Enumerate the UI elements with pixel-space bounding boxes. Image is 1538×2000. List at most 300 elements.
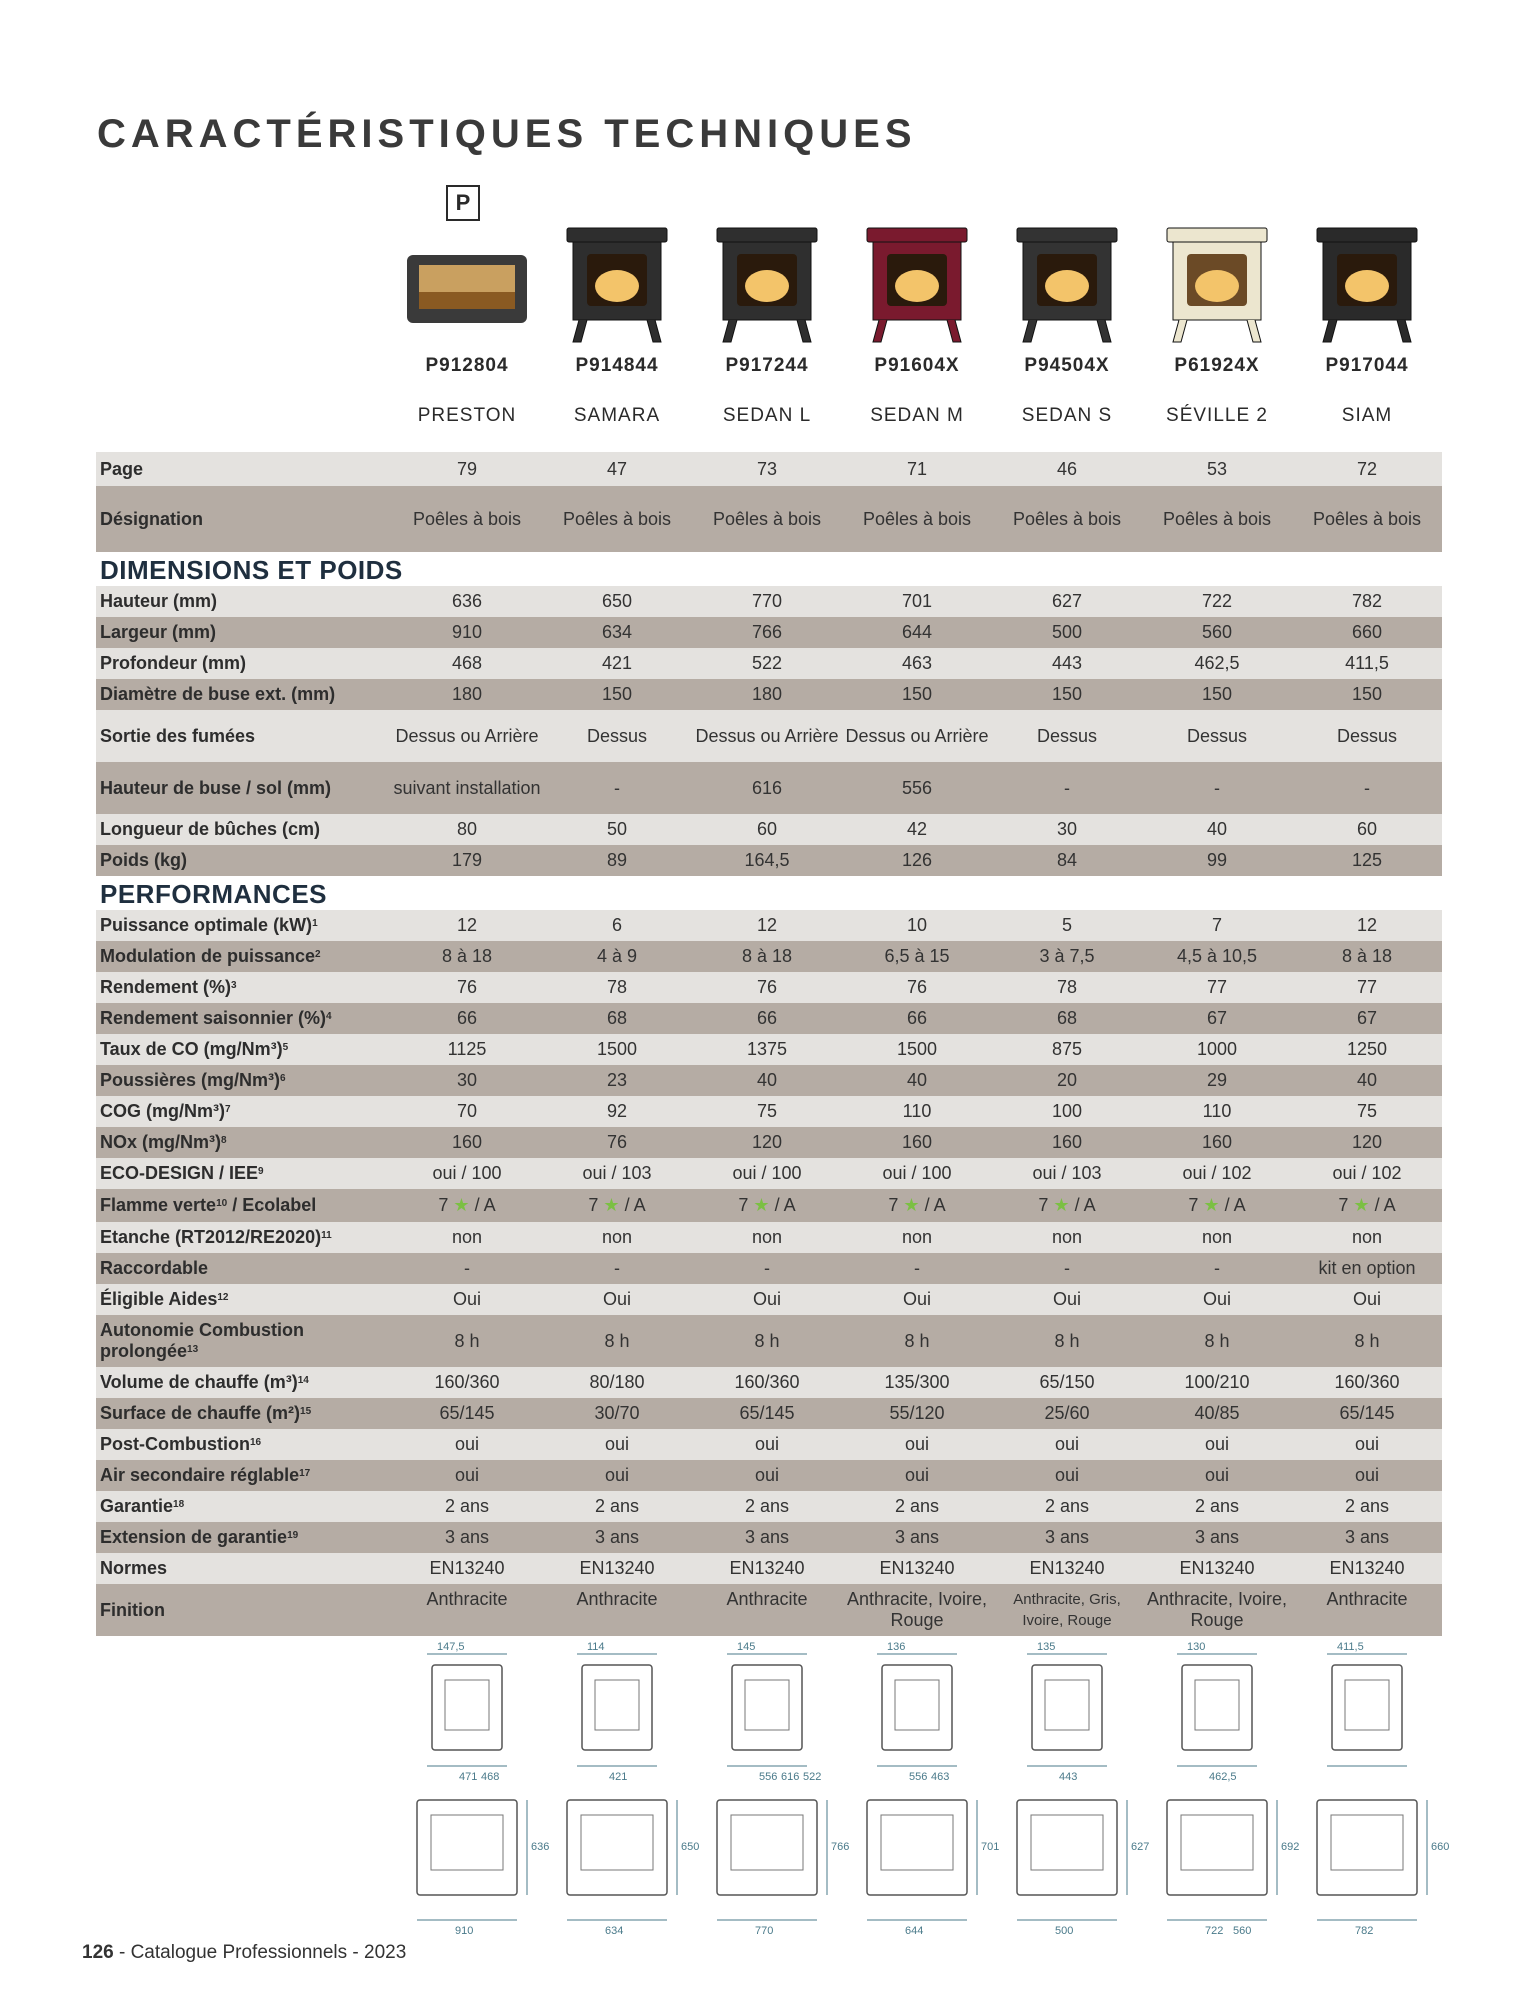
row-label-text: Volume de chauffe (m³) <box>100 1372 298 1392</box>
table-cell: - <box>614 777 620 798</box>
dimension-label: 136 <box>887 1641 906 1653</box>
stove-image <box>867 228 967 342</box>
front-view-drawing <box>567 1800 677 1920</box>
table-row <box>96 910 1442 941</box>
table-cell: 79 <box>456 458 478 479</box>
side-view-drawing <box>577 1654 657 1766</box>
table-cell: 75 <box>1356 1101 1378 1121</box>
table-cell: 30/70 <box>594 1403 640 1423</box>
table-cell: 411,5 <box>1345 653 1389 673</box>
footnote-ref: 8 <box>221 1135 227 1146</box>
dimension-label: 114 <box>587 1641 605 1653</box>
dimension-label: 650 <box>681 1841 700 1853</box>
table-cell: 8 h <box>904 1330 930 1351</box>
stove-image <box>717 228 817 342</box>
table-cell: Poêles à bois <box>862 508 972 529</box>
table-cell: 67 <box>1206 1008 1228 1028</box>
table-cell: 4,5 à 10,5 <box>1176 946 1258 966</box>
table-cell: 4 à 9 <box>596 946 638 966</box>
table-cell: 77 <box>1356 977 1378 997</box>
table-cell: 180 <box>451 684 483 704</box>
row-label <box>96 684 392 705</box>
footnote-ref: 16 <box>250 1437 262 1448</box>
table-row <box>96 617 1442 648</box>
table-cell: 110 <box>902 1101 932 1121</box>
footnote-ref: 10 <box>216 1198 228 1209</box>
table-cell: 68 <box>606 1008 628 1028</box>
table-cell: oui <box>1354 1465 1380 1485</box>
table-cell: 660 <box>1351 622 1383 642</box>
table-cell: Anthracite, Ivoire, Rouge <box>1146 1589 1288 1630</box>
table-cell: 8 à 18 <box>1341 946 1393 966</box>
row-label <box>96 1600 392 1621</box>
table-cell: 160 <box>1201 1132 1233 1152</box>
product-code: P91604X <box>874 355 960 376</box>
table-cell: oui <box>754 1465 780 1485</box>
table-cell: oui / 100 <box>432 1163 502 1183</box>
dimension-label: 443 <box>1059 1771 1078 1783</box>
table-row <box>96 941 1442 972</box>
row-label <box>96 1465 392 1486</box>
table-cell: Oui <box>602 1289 631 1309</box>
row-label-text: ECO-DESIGN / IEE <box>100 1163 259 1183</box>
table-cell: 8 h <box>754 1330 780 1351</box>
table-cell: 10 <box>906 915 928 935</box>
table-cell: non <box>1201 1227 1233 1247</box>
table-cell: 3 à 7,5 <box>1039 946 1095 966</box>
row-label <box>96 509 392 530</box>
stove-photos <box>392 220 1442 350</box>
table-cell: 40 <box>906 1070 928 1090</box>
table-row <box>96 1003 1442 1034</box>
table-cell: EN13240 <box>879 1558 955 1578</box>
table-cell: Oui <box>1352 1289 1381 1309</box>
table-cell: 46 <box>1056 458 1078 479</box>
table-cell: 2 ans <box>444 1496 490 1516</box>
table-cell: 644 <box>901 622 933 642</box>
product-code: P914844 <box>575 355 659 376</box>
table-row <box>96 1253 1442 1284</box>
table-row <box>96 1034 1442 1065</box>
table-cell: - <box>764 1258 770 1278</box>
table-cell: Dessus ou Arrière <box>395 725 539 746</box>
table-cell: Dessus <box>1036 725 1098 746</box>
footnote-ref: 11 <box>321 1230 332 1241</box>
row-label <box>96 1496 392 1517</box>
row-label <box>96 1163 392 1184</box>
table-cell: 77 <box>1206 977 1228 997</box>
table-cell: 636 <box>451 591 483 611</box>
product-name: SÉVILLE 2 <box>1166 405 1268 426</box>
row-label-text: Poussières (mg/Nm³) <box>100 1070 281 1090</box>
table-row <box>96 1284 1442 1315</box>
row-label-text: Désignation <box>100 508 204 529</box>
footnote-ref: 2 <box>315 949 321 960</box>
footnote-ref: 12 <box>217 1292 229 1303</box>
stove-image <box>1167 228 1267 342</box>
table-cell: oui <box>454 1434 480 1454</box>
table-cell: 150 <box>601 684 633 704</box>
table-cell: 53 <box>1206 458 1228 479</box>
row-label-text: Poids (kg) <box>100 850 188 870</box>
row-label <box>96 1258 392 1279</box>
table-cell: oui <box>604 1434 630 1454</box>
footnote-ref: 6 <box>280 1073 286 1084</box>
dimension-label: 421 <box>609 1771 628 1783</box>
table-cell: 76 <box>456 977 478 997</box>
row-label-text: Raccordable <box>100 1258 209 1278</box>
table-cell: oui / 103 <box>582 1163 652 1183</box>
table-cell: 1250 <box>1346 1039 1388 1059</box>
dimension-label: 522 <box>803 1771 822 1783</box>
table-cell: 42 <box>906 819 928 839</box>
dimension-label: 462,5 <box>1209 1771 1237 1783</box>
table-row <box>96 486 1442 552</box>
row-label <box>96 1070 392 1091</box>
dimension-label: 130 <box>1187 1641 1206 1653</box>
table-cell: 47 <box>606 458 628 479</box>
row-label <box>96 622 392 643</box>
table-cell: 3 ans <box>444 1527 490 1547</box>
table-cell: 160 <box>901 1132 933 1152</box>
row-label <box>96 1039 392 1060</box>
table-cell: Anthracite, Gris, Ivoire, Rouge <box>1013 1591 1121 1629</box>
table-cell: 8 à 18 <box>441 946 493 966</box>
table-cell: 462,5 <box>1194 653 1240 673</box>
table-cell: non <box>451 1227 483 1247</box>
table-cell: oui <box>1354 1434 1380 1454</box>
table-cell: Dessus ou Arrière <box>845 725 989 746</box>
table-row <box>96 1222 1442 1253</box>
table-cell: EN13240 <box>729 1558 805 1578</box>
table-cell: Anthracite, Ivoire, Rouge <box>846 1589 988 1630</box>
table-cell: Dessus <box>586 725 648 746</box>
front-view-drawing <box>867 1800 977 1920</box>
table-cell: 76 <box>606 1132 628 1152</box>
table-cell: 7 <box>1211 915 1222 935</box>
table-cell: 463 <box>901 653 933 673</box>
table-cell: 3 ans <box>744 1527 790 1547</box>
table-cell: Oui <box>1202 1289 1231 1309</box>
table-cell: 8 h <box>1354 1330 1380 1351</box>
table-cell: kit en option <box>1318 1258 1416 1278</box>
row-label-text: Surface de chauffe (m²) <box>100 1403 301 1423</box>
table-cell: 6,5 à 15 <box>884 946 950 966</box>
table-cell: 110 <box>1202 1101 1232 1121</box>
dimension-label: 556 <box>909 1771 928 1783</box>
table-cell: 30 <box>1056 819 1078 839</box>
table-cell: 20 <box>1056 1070 1078 1090</box>
table-cell: 8 à 18 <box>741 946 793 966</box>
table-cell: 135/300 <box>884 1372 950 1392</box>
table-cell: 160/360 <box>1334 1372 1400 1392</box>
table-cell: 150 <box>1051 684 1083 704</box>
product-code: P912804 <box>425 355 509 376</box>
side-view-drawing <box>1027 1654 1107 1766</box>
table-cell: 468 <box>451 653 483 673</box>
dimension-label: 722 <box>1205 1925 1224 1937</box>
table-cell: non <box>751 1227 783 1247</box>
table-cell: 1500 <box>596 1039 638 1059</box>
table-cell: 150 <box>1351 684 1383 704</box>
row-label <box>96 1289 392 1310</box>
table-cell: 560 <box>1201 622 1233 642</box>
dimension-label: 627 <box>1131 1841 1150 1853</box>
table-cell: Anthracite <box>576 1589 658 1609</box>
table-cell: oui <box>754 1434 780 1454</box>
table-cell: 160 <box>1051 1132 1083 1152</box>
table-cell: 8 h <box>1204 1330 1230 1351</box>
dimension-label: 411,5 <box>1337 1641 1364 1653</box>
table-cell: 3 ans <box>894 1527 940 1547</box>
dimension-label: 766 <box>831 1841 850 1853</box>
footnote-ref: 4 <box>326 1011 332 1022</box>
table-row <box>96 1460 1442 1491</box>
table-cell: 84 <box>1056 850 1078 870</box>
table-cell: non <box>901 1227 933 1247</box>
table-cell: 25/60 <box>1044 1403 1090 1423</box>
row-label <box>96 915 392 936</box>
table-cell: oui <box>1054 1465 1080 1485</box>
table-cell: 2 ans <box>594 1496 640 1516</box>
front-view-drawing <box>1167 1800 1277 1920</box>
table-cell: Poêles à bois <box>1012 508 1122 529</box>
table-cell: 76 <box>906 977 928 997</box>
row-label <box>96 977 392 998</box>
table-cell: 160 <box>451 1132 483 1152</box>
table-row <box>96 1398 1442 1429</box>
row-label-text: Diamètre de buse ext. (mm) <box>100 684 336 704</box>
table-row <box>96 1065 1442 1096</box>
front-view-drawing <box>1017 1800 1127 1920</box>
row-label-text: Garantie <box>100 1496 174 1516</box>
table-cell: 66 <box>456 1008 478 1028</box>
table-cell: 126 <box>901 850 933 870</box>
table-cell: 65/145 <box>439 1403 495 1423</box>
table-cell: 29 <box>1206 1070 1228 1090</box>
dimension-label: 616 <box>781 1771 800 1783</box>
table-row <box>96 1127 1442 1158</box>
table-cell: suivant installation <box>393 777 541 798</box>
table-cell: EN13240 <box>1029 1558 1105 1578</box>
table-cell: 7 ★ / A <box>588 1195 646 1215</box>
table-cell: 627 <box>1051 591 1083 611</box>
table-cell: 23 <box>606 1070 628 1090</box>
table-row <box>96 679 1442 710</box>
table-cell: 60 <box>756 819 778 839</box>
table-cell: 60 <box>1356 819 1378 839</box>
row-label-text: Éligible Aides <box>100 1289 218 1309</box>
table-cell: oui / 102 <box>1182 1163 1252 1183</box>
table-cell: 65/145 <box>1339 1403 1395 1423</box>
table-cell: oui <box>604 1465 630 1485</box>
table-cell: 1375 <box>746 1039 788 1059</box>
table-cell: 68 <box>1056 1008 1078 1028</box>
table-cell: 71 <box>906 458 928 479</box>
stove-image <box>1317 228 1417 342</box>
table-cell: Anthracite <box>726 1589 808 1609</box>
row-label-tail: / Ecolabel <box>227 1195 317 1215</box>
dimension-label: 634 <box>605 1925 624 1937</box>
table-cell: Oui <box>752 1289 781 1309</box>
table-cell: 30 <box>456 1070 478 1090</box>
row-label <box>96 1008 392 1029</box>
table-cell: 80/180 <box>589 1372 645 1392</box>
table-cell: 78 <box>1056 977 1078 997</box>
table-cell: non <box>1351 1227 1383 1247</box>
table-cell: 2 ans <box>1194 1496 1240 1516</box>
table-cell: 100 <box>1051 1101 1083 1121</box>
row-label <box>96 1434 392 1455</box>
table-row <box>96 1584 1442 1636</box>
product-code: P61924X <box>1174 355 1260 376</box>
table-cell: - <box>464 1258 470 1278</box>
table-cell: EN13240 <box>579 1558 655 1578</box>
table-cell: EN13240 <box>429 1558 505 1578</box>
footnote-ref: 13 <box>187 1344 199 1355</box>
row-label-text: COG (mg/Nm³) <box>100 1101 225 1121</box>
table-row <box>96 710 1442 762</box>
table-cell: oui <box>454 1465 480 1485</box>
table-cell: 421 <box>601 653 633 673</box>
table-cell: 73 <box>756 458 778 479</box>
table-cell: 7 ★ / A <box>1338 1195 1396 1215</box>
table-cell: 180 <box>751 684 783 704</box>
table-cell: 770 <box>751 591 783 611</box>
table-cell: Poêles à bois <box>412 508 522 529</box>
product-names <box>392 405 1442 435</box>
row-label <box>96 850 392 871</box>
table-cell: 40 <box>756 1070 778 1090</box>
table-row <box>96 1429 1442 1460</box>
dimension-label: 910 <box>455 1925 474 1937</box>
table-cell: 875 <box>1051 1039 1083 1059</box>
footer <box>82 1942 406 1964</box>
table-row <box>96 1315 1442 1367</box>
product-name: SEDAN L <box>722 405 812 426</box>
table-cell: Oui <box>1052 1289 1081 1309</box>
product-name: PRESTON <box>417 405 517 426</box>
table-cell: 7 ★ / A <box>888 1195 946 1215</box>
row-label-text: Hauteur (mm) <box>100 591 218 611</box>
table-cell: 3 ans <box>1344 1527 1390 1547</box>
table-row <box>96 1189 1442 1222</box>
row-label-text: Page <box>100 458 144 479</box>
row-label <box>96 591 392 612</box>
table-cell: 80 <box>456 819 478 839</box>
table-cell: oui <box>904 1434 930 1454</box>
dimension-label: 135 <box>1037 1641 1056 1653</box>
table-cell: 40 <box>1356 1070 1378 1090</box>
row-label-text: Modulation de puissance <box>100 946 316 966</box>
row-label-text: Normes <box>100 1558 168 1578</box>
table-cell: 7 ★ / A <box>738 1195 796 1215</box>
row-label <box>96 1195 392 1216</box>
row-label <box>96 1558 392 1579</box>
table-cell: - <box>914 1258 920 1278</box>
table-cell: oui / 103 <box>1032 1163 1102 1183</box>
page-number: 126 <box>82 1942 114 1963</box>
table-cell: 164,5 <box>744 850 790 870</box>
table-cell: - <box>1064 777 1070 798</box>
table-cell: oui / 100 <box>882 1163 952 1183</box>
table-cell: 8 h <box>1054 1330 1080 1351</box>
table-cell: 1000 <box>1196 1039 1238 1059</box>
footnote-ref: 5 <box>282 1042 289 1053</box>
table-cell: Oui <box>452 1289 481 1309</box>
row-label-text: Puissance optimale (kW) <box>100 915 313 935</box>
footnote-ref: 3 <box>231 980 237 991</box>
green-star-icon: ★ <box>1353 1195 1370 1215</box>
table-cell: 100/210 <box>1184 1372 1250 1392</box>
dimension-label: 560 <box>1233 1925 1252 1937</box>
table-cell: 66 <box>756 1008 778 1028</box>
green-star-icon: ★ <box>603 1195 620 1215</box>
row-label <box>96 819 392 840</box>
table-cell: 120 <box>751 1132 783 1152</box>
footnote-ref: 1 <box>312 918 318 929</box>
table-cell: 72 <box>1356 458 1378 479</box>
row-label-text: Taux de CO (mg/Nm³) <box>100 1039 283 1059</box>
green-star-icon: ★ <box>453 1195 470 1215</box>
table-cell: 120 <box>1351 1132 1383 1152</box>
table-cell: 701 <box>901 591 933 611</box>
table-cell: 722 <box>1201 591 1233 611</box>
row-label <box>96 778 392 799</box>
table-cell: - <box>1064 1258 1070 1278</box>
table-cell: 12 <box>1356 915 1378 935</box>
product-code: P917244 <box>725 355 809 376</box>
table-cell: 3 ans <box>1044 1527 1090 1547</box>
table-cell: 443 <box>1051 653 1083 673</box>
table-cell: 766 <box>751 622 783 642</box>
side-view-drawing <box>877 1654 957 1766</box>
row-label <box>96 1227 392 1248</box>
table-cell: 500 <box>1051 622 1083 642</box>
table-cell: 2 ans <box>894 1496 940 1516</box>
front-view-drawing <box>417 1800 527 1920</box>
technical-drawings <box>392 1640 1450 1940</box>
table-cell: 8 h <box>604 1330 630 1351</box>
table-cell: 65/150 <box>1039 1372 1095 1392</box>
row-label-text: Longueur de bûches (cm) <box>100 819 321 839</box>
dimension-label: 644 <box>905 1925 924 1937</box>
table-cell: 179 <box>451 850 483 870</box>
row-label-text: Rendement saisonnier (%) <box>100 1008 327 1028</box>
row-label-text: Hauteur de buse / sol (mm) <box>100 777 332 798</box>
table-cell: 3 ans <box>594 1527 640 1547</box>
table-cell: Dessus <box>1336 725 1398 746</box>
table-cell: 12 <box>756 915 778 935</box>
dimension-label: 463 <box>931 1771 950 1783</box>
product-name: SIAM <box>1341 405 1393 426</box>
footer-text: - Catalogue Professionnels - 2023 <box>113 1942 407 1963</box>
row-label <box>96 1320 392 1362</box>
dimension-label: 500 <box>1055 1925 1074 1937</box>
dimension-label: 692 <box>1281 1841 1300 1853</box>
stove-image <box>407 255 527 323</box>
table-cell: 92 <box>606 1101 628 1121</box>
table-row <box>96 1491 1442 1522</box>
table-cell: - <box>1214 777 1220 798</box>
dimension-label: 636 <box>531 1841 550 1853</box>
table-cell: Poêles à bois <box>562 508 672 529</box>
product-codes <box>392 355 1442 385</box>
dimension-label: 147,5 <box>437 1641 465 1653</box>
row-label-text: Sortie des fumées <box>100 725 256 746</box>
stove-image <box>1017 228 1117 342</box>
dimension-label: 660 <box>1431 1841 1450 1853</box>
